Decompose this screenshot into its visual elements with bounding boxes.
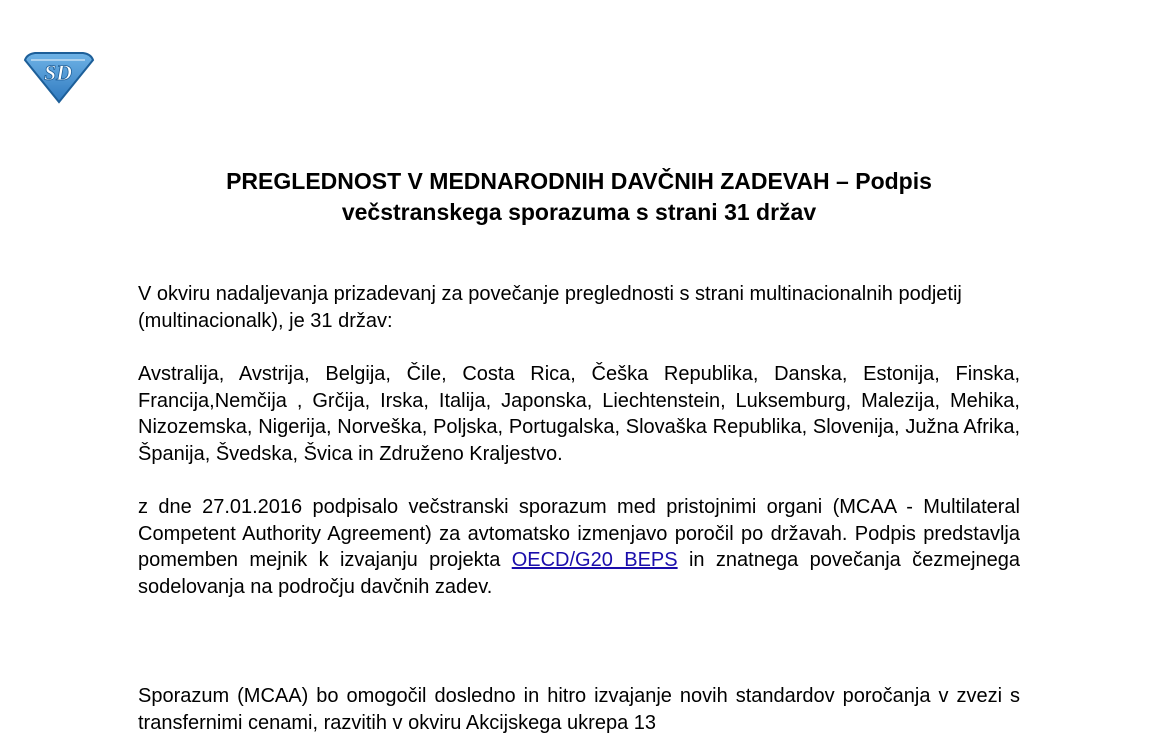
logo-text: SD (43, 60, 73, 85)
mcaa-paragraph: Sporazum (MCAA) bo omogočil dosledno in hitro izvajanje novih standardov poročanja v zvezi s transfernimi cenami, razvitih v okviru Akcijskega ukrepa 13 (138, 685, 1020, 734)
oecd-beps-link[interactable]: OECD/G20 BEPS (511, 549, 678, 571)
title-line-1: PREGLEDNOST V MEDNARODNIH DAVČNIH ZADEVAH – Podpis (226, 168, 932, 194)
intro-paragraph: V okviru nadaljevanja prizadevanj za povečanje preglednosti s strani multinacionalnih podjetij (multinacionalk), je 31 držav: (138, 283, 962, 332)
signing-text-after: in znatnega povečanja čezmejnega sodelovanja na področju davčnih zadev. (138, 549, 1021, 598)
signing-paragraph (138, 494, 1020, 600)
signing-text-before: z dne 27.01.2016 podpisalo večstranski sporazum med pristojnimi organi (MCAA - Multilateral Competent Authority Agreement) za avtomatsko izmenjavo poročil po državah. Podpis predstavlja pomemben mejnik k izvajanju projekta (138, 496, 1020, 571)
countries-paragraph: Avstralija, Avstrija, Belgija, Čile, Costa Rica, Češka Republika, Danska, Estonija, Finska, Francija,Nemčija , Grčija, Irska, Italija, Japonska, Liechtenstein, Luksemburg, Malezija, Mehika, Nizozemska, Nigerija, Norveška, Poljska, Portugalska, Slovaška Republika, Slovenija, Južna Afrika, Španija, Švedska, Švica in Združeno Kraljestvo. (138, 363, 1020, 465)
title-line-2: večstranskega sporazuma s strani 31 držav (341, 199, 817, 225)
document-title (138, 166, 1020, 228)
shield-sd-logo-icon (21, 50, 95, 104)
